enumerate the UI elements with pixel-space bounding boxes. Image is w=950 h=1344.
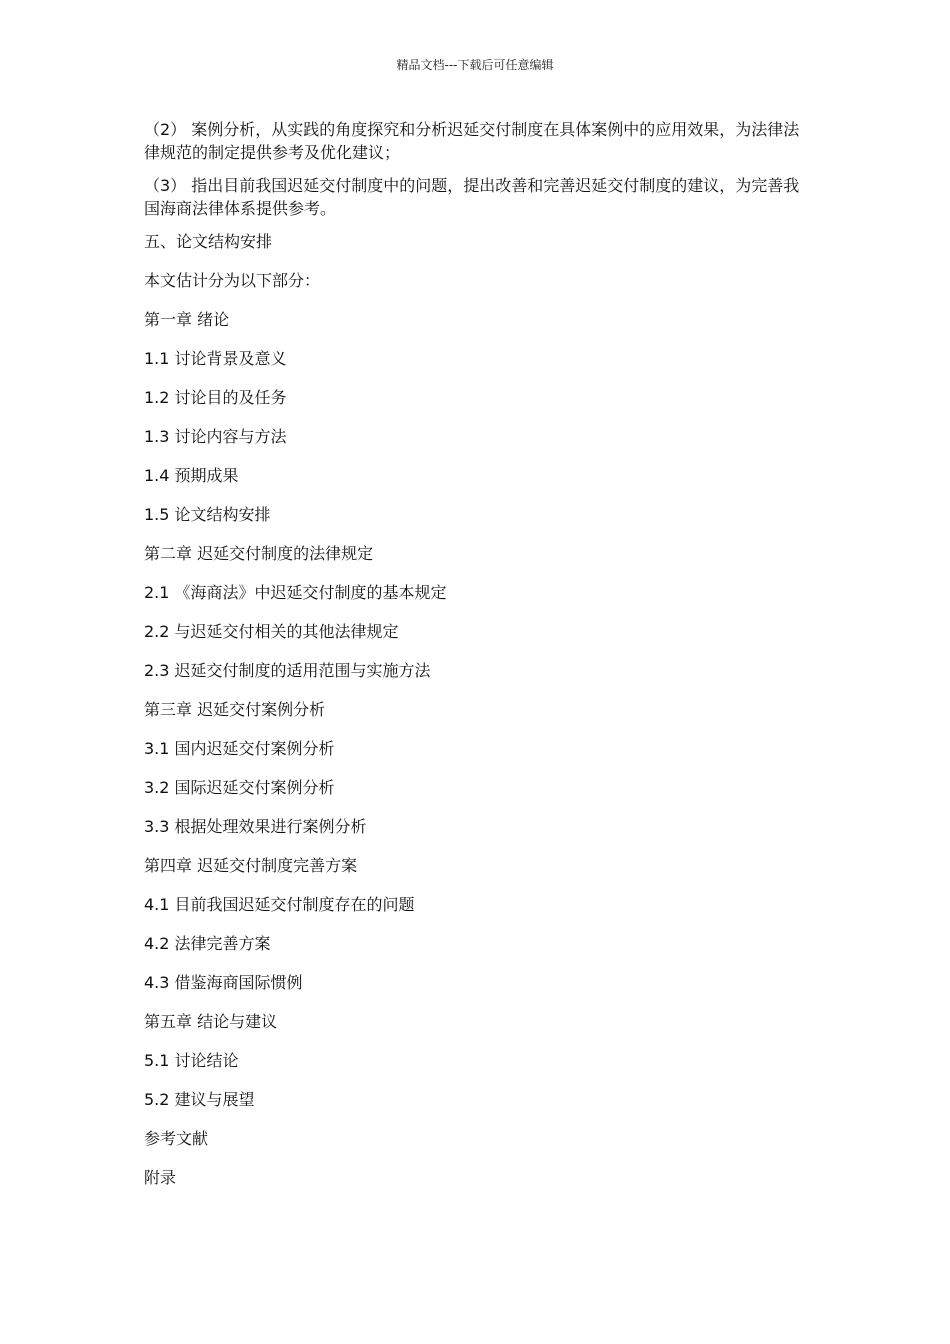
outline-item-3-2: 3.2 国际迟延交付案例分析 — [144, 778, 335, 797]
outline-item-1-4: 1.4 预期成果 — [144, 466, 239, 485]
outline-item-5-1: 5.1 讨论结论 — [144, 1051, 239, 1070]
chapter-5-title: 第五章 结论与建议 — [144, 1012, 278, 1031]
page-header: 精品文档---下载后可任意编辑 — [396, 58, 554, 72]
section-heading: 五、论文结构安排 — [144, 232, 273, 251]
chapter-2-title: 第二章 迟延交付制度的法律规定 — [144, 544, 374, 563]
outline-item-4-1: 4.1 目前我国迟延交付制度存在的问题 — [144, 895, 415, 914]
objective-paragraph-2: （2） 案例分析，从实践的角度探究和分析迟延交付制度在具体案例中的应用效果，为法律法律规范的制定提供参考及优化建议； — [144, 120, 800, 162]
outline-item-3-1: 3.1 国内迟延交付案例分析 — [144, 739, 335, 758]
chapter-1-title: 第一章 绪论 — [144, 310, 230, 329]
references-title: 参考文献 — [144, 1129, 209, 1148]
outline-item-1-1: 1.1 讨论背景及意义 — [144, 349, 287, 368]
outline-item-2-3: 2.3 迟延交付制度的适用范围与实施方法 — [144, 661, 431, 680]
document-body — [144, 118, 804, 1205]
intro-line: 本文估计分为以下部分： — [144, 271, 321, 290]
outline-item-2-2: 2.2 与迟延交付相关的其他法律规定 — [144, 622, 399, 641]
outline-item-4-3: 4.3 借鉴海商国际惯例 — [144, 973, 303, 992]
objective-paragraph-3: （3） 指出目前我国迟延交付制度中的问题，提出改善和完善迟延交付制度的建议，为完善我国海商法律体系提供参考。 — [144, 176, 800, 218]
outline-item-2-1: 2.1 《海商法》中迟延交付制度的基本规定 — [144, 583, 447, 602]
chapter-4-title: 第四章 迟延交付制度完善方案 — [144, 856, 358, 875]
outline-item-1-5: 1.5 论文结构安排 — [144, 505, 271, 524]
outline-item-4-2: 4.2 法律完善方案 — [144, 934, 271, 953]
outline-item-5-2: 5.2 建议与展望 — [144, 1090, 255, 1109]
outline-item-1-2: 1.2 讨论目的及任务 — [144, 388, 287, 407]
outline-item-1-3: 1.3 讨论内容与方法 — [144, 427, 287, 446]
appendix-title: 附录 — [144, 1168, 177, 1187]
chapter-3-title: 第三章 迟延交付案例分析 — [144, 700, 326, 719]
outline-item-3-3: 3.3 根据处理效果进行案例分析 — [144, 817, 367, 836]
